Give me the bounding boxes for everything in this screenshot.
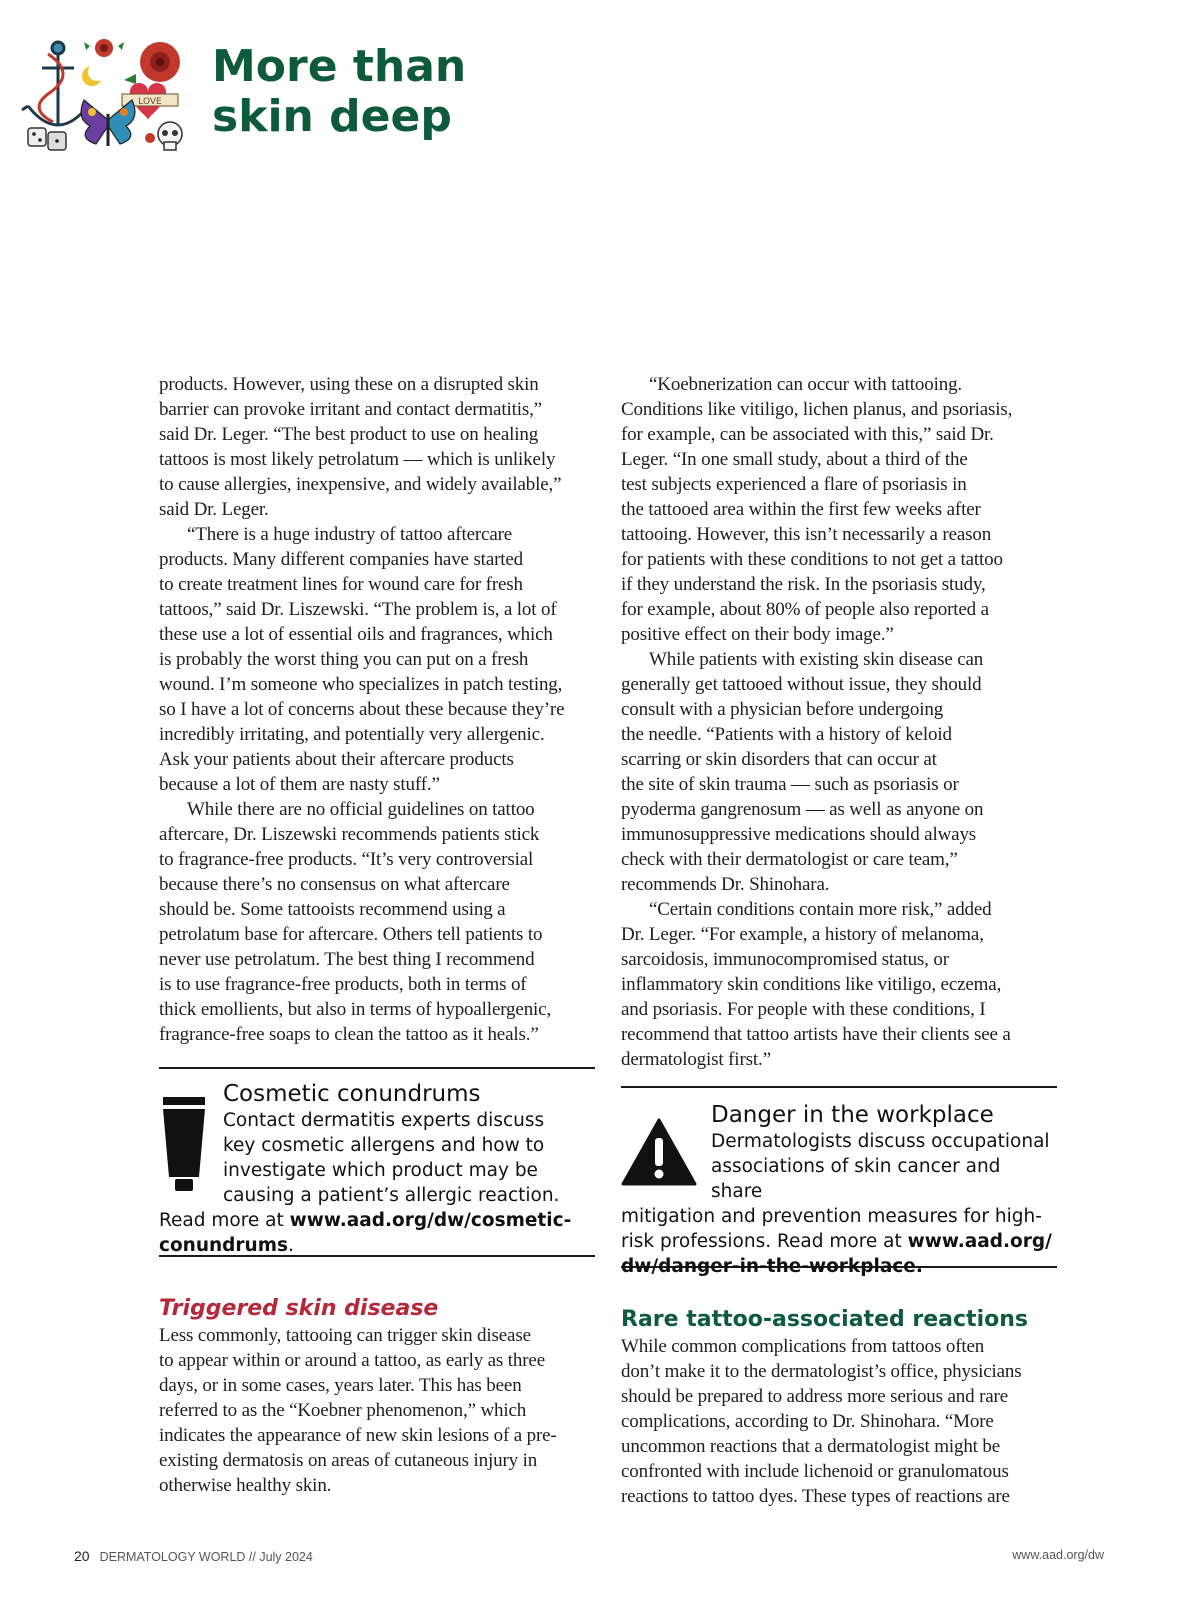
page-number: 20 — [74, 1548, 90, 1564]
publication-name: DERMATOLOGY WORLD // July 2024 — [99, 1550, 313, 1564]
article-title — [212, 42, 466, 142]
section-heading: Triggered skin disease — [159, 1296, 439, 1321]
callout-text: Dermatologists discuss occupational associations of skin cancer and share mitigation and prevention measures for high- risk professions. Read more at www.aad.org/ dw/danger-in-the-workplace. — [621, 1131, 1052, 1277]
rose-icon — [84, 39, 124, 57]
body-paragraph: products. However, using these on a disrupted skin barrier can provoke irritant and contact dermatitis,” said Dr. Leger. “The best product to use on healing tattoos is most likely petrolatum — which is unlikely to cause allergies, inexpensive, and widely available,” said Dr. Leger. — [159, 374, 562, 520]
callout-link[interactable]: www.aad.org/ dw/danger-in-the-workplace. — [621, 1231, 1052, 1277]
left-column — [159, 372, 595, 1498]
body-paragraph: “Koebnerization can occur with tattooing. Conditions like vitiligo, lichen planus, and psoriasis, for example, can be associated with this,” said Dr. Leger. “In one small study, about a third of the test subjects experienced a flare of psoriasis in the tattooed area within the first few weeks after tattooing. However, this isn’t necessarily a reason for patients with these conditions to not get a tattoo if they understand the risk. In the psoriasis study, for example, about 80% of people also reported a positive effect on their body image.” — [621, 374, 1013, 645]
right-column — [621, 372, 1057, 1509]
body-paragraph: “Certain conditions contain more risk,” added Dr. Leger. “For example, a history of melanoma, sarcoidosis, immunocompromised status, or inflammatory skin conditions like vitiligo, eczema, and psoriasis. For people with these conditions, I recommend that tattoo artists have their clients see a dermatologist first.” — [621, 899, 1011, 1070]
callout-heading: Danger in the workplace — [711, 1102, 994, 1128]
callout-link[interactable]: www.aad.org/dw/cosmetic- conundrums — [159, 1210, 572, 1256]
butterfly-icon — [81, 100, 135, 146]
cosmetic-tube-icon — [159, 1097, 209, 1193]
triggered-skin-disease-section — [159, 1295, 595, 1498]
footer-url[interactable]: www.aad.org/dw — [1012, 1548, 1104, 1562]
cosmetic-conundrums-callout — [159, 1067, 595, 1257]
body-paragraph: While there are no official guidelines on tattoo aftercare, Dr. Liszewski recommends patients stick to fragrance-free products. “It’s very controversial because there’s no consensus on what aftercare should be. Some tattooists recommend using a petrolatum base for aftercare. Others tell patients to never use petrolatum. The best thing I recommend is to use fragrance-free products, both in terms of thick emollients, but also in terms of hypoallergenic, fragrance-free soaps to clean the tattoo as it heals.” — [159, 799, 552, 1045]
rare-reactions-section — [621, 1306, 1057, 1509]
footer-left — [74, 1548, 313, 1564]
danger-in-the-workplace-callout — [621, 1086, 1057, 1277]
body-paragraph: “There is a huge industry of tattoo aftercare products. Many different companies have started to create treatment lines for wound care for fresh tattoos,” said Dr. Liszewski. “The problem is, a lot of these use a lot of essential oils and fragrances, which is probably the worst thing you can put on a fresh wound. I’m someone who specializes in patch testing, so I have a lot of concerns about these because they’re incredibly irritating, and potentially very allergenic. Ask your patients about their aftercare products because a lot of them are nasty stuff.” — [159, 524, 565, 795]
title-line-1: More than — [212, 41, 467, 92]
callout-text: Contact dermatitis experts discuss key cosmetic allergens and how to investigate which product may be causing a patient’s allergic reaction. Read more at www.aad.org/dw/cosmetic- conundrums. — [159, 1110, 572, 1256]
skull-icon — [145, 122, 182, 150]
dice-icon — [28, 128, 66, 150]
callout-heading: Cosmetic conundrums — [223, 1081, 481, 1107]
svg-text:LOVE: LOVE — [138, 97, 162, 107]
body-paragraph: While patients with existing skin disease can generally get tattooed without issue, they should consult with a physician before undergoing the needle. “Patients with a history of keloid scarring or skin disorders that can occur at the site of skin trauma — such as psoriasis or pyoderma gangrenosum — as well as anyone on immunosuppressive medications should always check with their dermatologist or care team,” recommends Dr. Shinohara. — [621, 649, 984, 895]
section-paragraph: While common complications from tattoos often don’t make it to the dermatologist’s office, physicians should be prepared to address more serious and rare complications, according to Dr. Shinohara. “More uncommon reactions that a dermatologist might be confronted with include lichenoid or granulomatous reactions to tattoo dyes. These types of reactions are — [621, 1336, 1022, 1507]
tattoo-flash-illustration — [18, 34, 194, 154]
warning-icon — [621, 1118, 697, 1186]
rose-icon — [124, 42, 180, 84]
section-paragraph: Less commonly, tattooing can trigger skin disease to appear within or around a tattoo, as early as three days, or in some cases, years later. This has been referred to as the “Koebner phenomenon,” which indicates the appearance of new skin lesions of a pre- existing dermatosis on areas of cutaneous injury in otherwise healthy skin. — [159, 1325, 557, 1496]
section-heading: Rare tattoo-associated reactions — [621, 1307, 1028, 1332]
title-line-2: skin deep — [212, 91, 452, 142]
